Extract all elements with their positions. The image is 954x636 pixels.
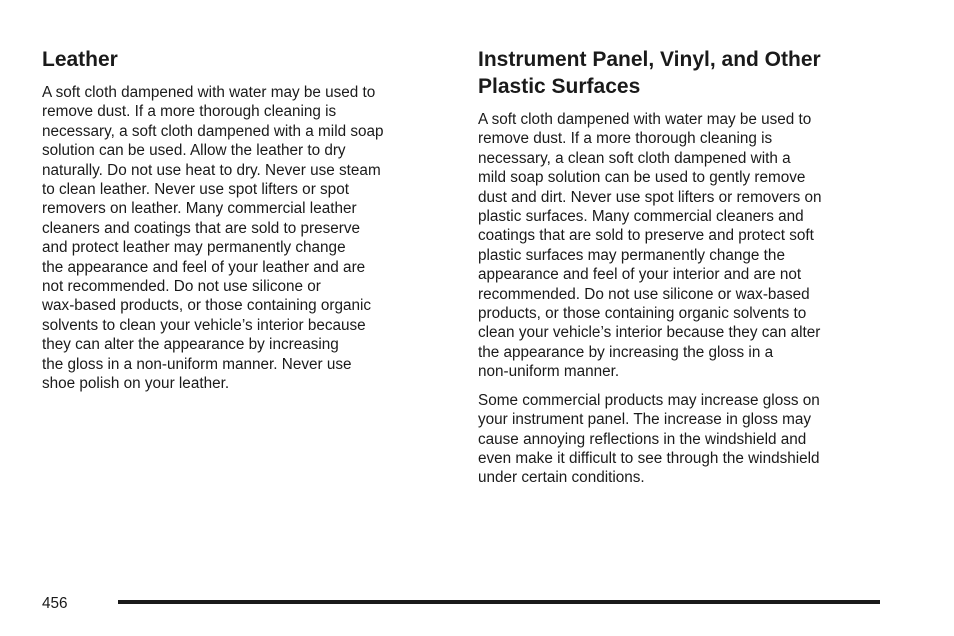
leather-body: A soft cloth dampened with water may be used to remove dust. If a more thorough cleaning is necessary, a soft cloth dampened with a mild soap solution can be used. Allow the leather to dry naturally. Do not use heat to dry. Never use steam to clean leather. Never use spot lifters or spot removers on leather. Many commercial leather cleaners and coatings that are sold to preserve and protect leather may permanently change the appearance and feel of your leather and are not recommended. Do not use silicone or wax-based products, or those containing organic solvents to clean your vehicle’s interior because they can alter the appearance by increasing the gloss in a non-uniform manner. Never use shoe polish on your leather. (42, 84, 384, 393)
instrument-panel-paragraph-1: A soft cloth dampened with water may be used to remove dust. If a more thorough cleaning is necessary, a clean soft cloth dampened with a mild soap solution can be used to gently remove dust and dirt. Never use spot lifters or removers on plastic surfaces. Many commercial cleaners and coatings that are sold to preserve and protect soft plastic surfaces may permanently change the appearance and feel of your interior and are not recommended. Do not use silicone or wax-based products, or those containing organic solvents to clean your vehicle’s interior because they can alter the appearance by increasing the gloss in a non-uniform manner. (478, 111, 822, 381)
instrument-panel-section (478, 46, 882, 488)
page-number: 456 (42, 595, 68, 612)
leather-section (42, 46, 452, 394)
instrument-panel-paragraph-2: Some commercial products may increase gloss on your instrument panel. The increase in gloss may cause annoying reflections in the windshield and even make it difficult to see through the windshield under certain conditions. (478, 391, 820, 487)
leather-heading: Leather (42, 48, 118, 71)
instrument-panel-heading: Instrument Panel, Vinyl, and Other Plastic Surfaces (478, 48, 821, 98)
footer-rule (118, 600, 880, 604)
